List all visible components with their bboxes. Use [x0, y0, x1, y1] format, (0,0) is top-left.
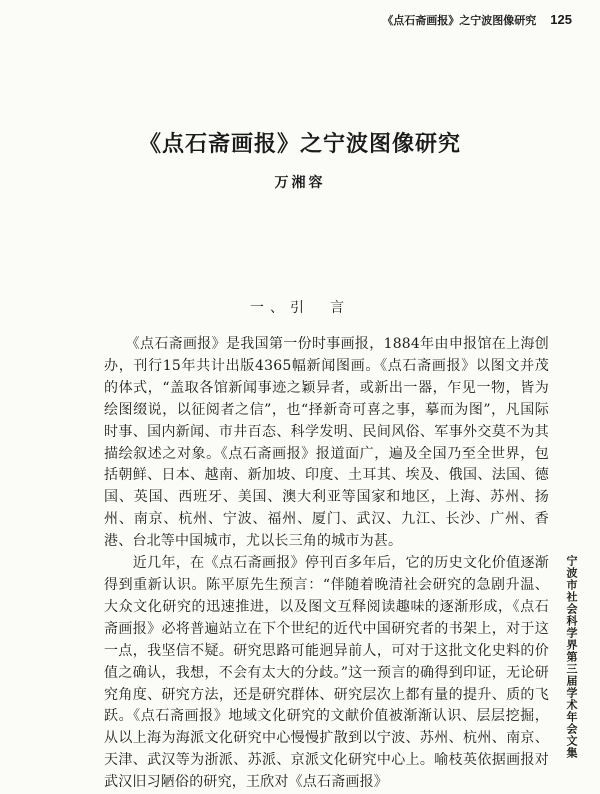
running-title: 《点石斋画报》之宁波图像研究 [382, 14, 537, 27]
article-body [104, 334, 549, 794]
section-heading: 一、引 言 [250, 300, 350, 316]
article-author: 万湘容 [274, 175, 326, 191]
body-paragraph-2: 近几年，在《点石斋画报》停刊百多年后，它的历史文化价值逐渐得到重新认识。陈平原先生预言：“伴随着晚清社会研究的急剧升温、大众文化研究的迅速推进，以及图文互释阅读趣味的逐渐形成，《点石斋画报》必将普遍站立在下个世纪的近代中国研究者的书架上，对于这一点，我坚信不疑。研究思路可能迥异前人，可对于这批文化史料的价值之确认，我想，不会有太大的分歧。”这一预言的确得到印证，无论研究角度、研究方法，还是研究群体、研究层次上都有量的提升、质的飞跃。《点石斋画报》地域文化研究的文献价值被渐渐认识、层层挖掘，从以上海为海派文化研究中心慢慢扩散到以宁波、苏州、杭州、南京、天津、武汉等为浙派、苏派、京派文化研究中心上。喻枝英依据画报对武汉旧习陋俗的研究，王欣对《点石斋画报》 [104, 555, 549, 791]
running-header [382, 12, 572, 28]
article-title: 《点石斋画报》之宁波图像研究 [138, 131, 461, 157]
page-number: 125 [550, 12, 572, 27]
margin-note: 宁波市社会科学界第三届学术年会文集 [565, 555, 578, 759]
body-paragraph-1: 《点石斋画报》是我国第一份时事画报，1884年由申报馆在上海创办，刊行15年共计出版4365幅新闻图画。《点石斋画报》以图文并茂的体式，“盖取各馆新闻事迹之颖异者，或新出一器，乍见一物，皆为绘图缀说，以征阅者之信”，也“择新奇可喜之事，摹而为图”，凡国际时事、国内新闻、市井百态、科学发明、民间风俗、军事外交莫不为其描绘叙述之对象。《点石斋画报》报道面广，遍及全国乃至全世界，包括朝鲜、日本、越南、新加坡、印度、土耳其、埃及、俄国、法国、德国、英国、西班牙、美国、澳大利亚等国家和地区，上海、苏州、扬州、南京、杭州、宁波、福州、厦门、武汉、九江、长沙、广州、香港、台北等中国城市，尤以长三角的城市为甚。 [104, 336, 549, 550]
